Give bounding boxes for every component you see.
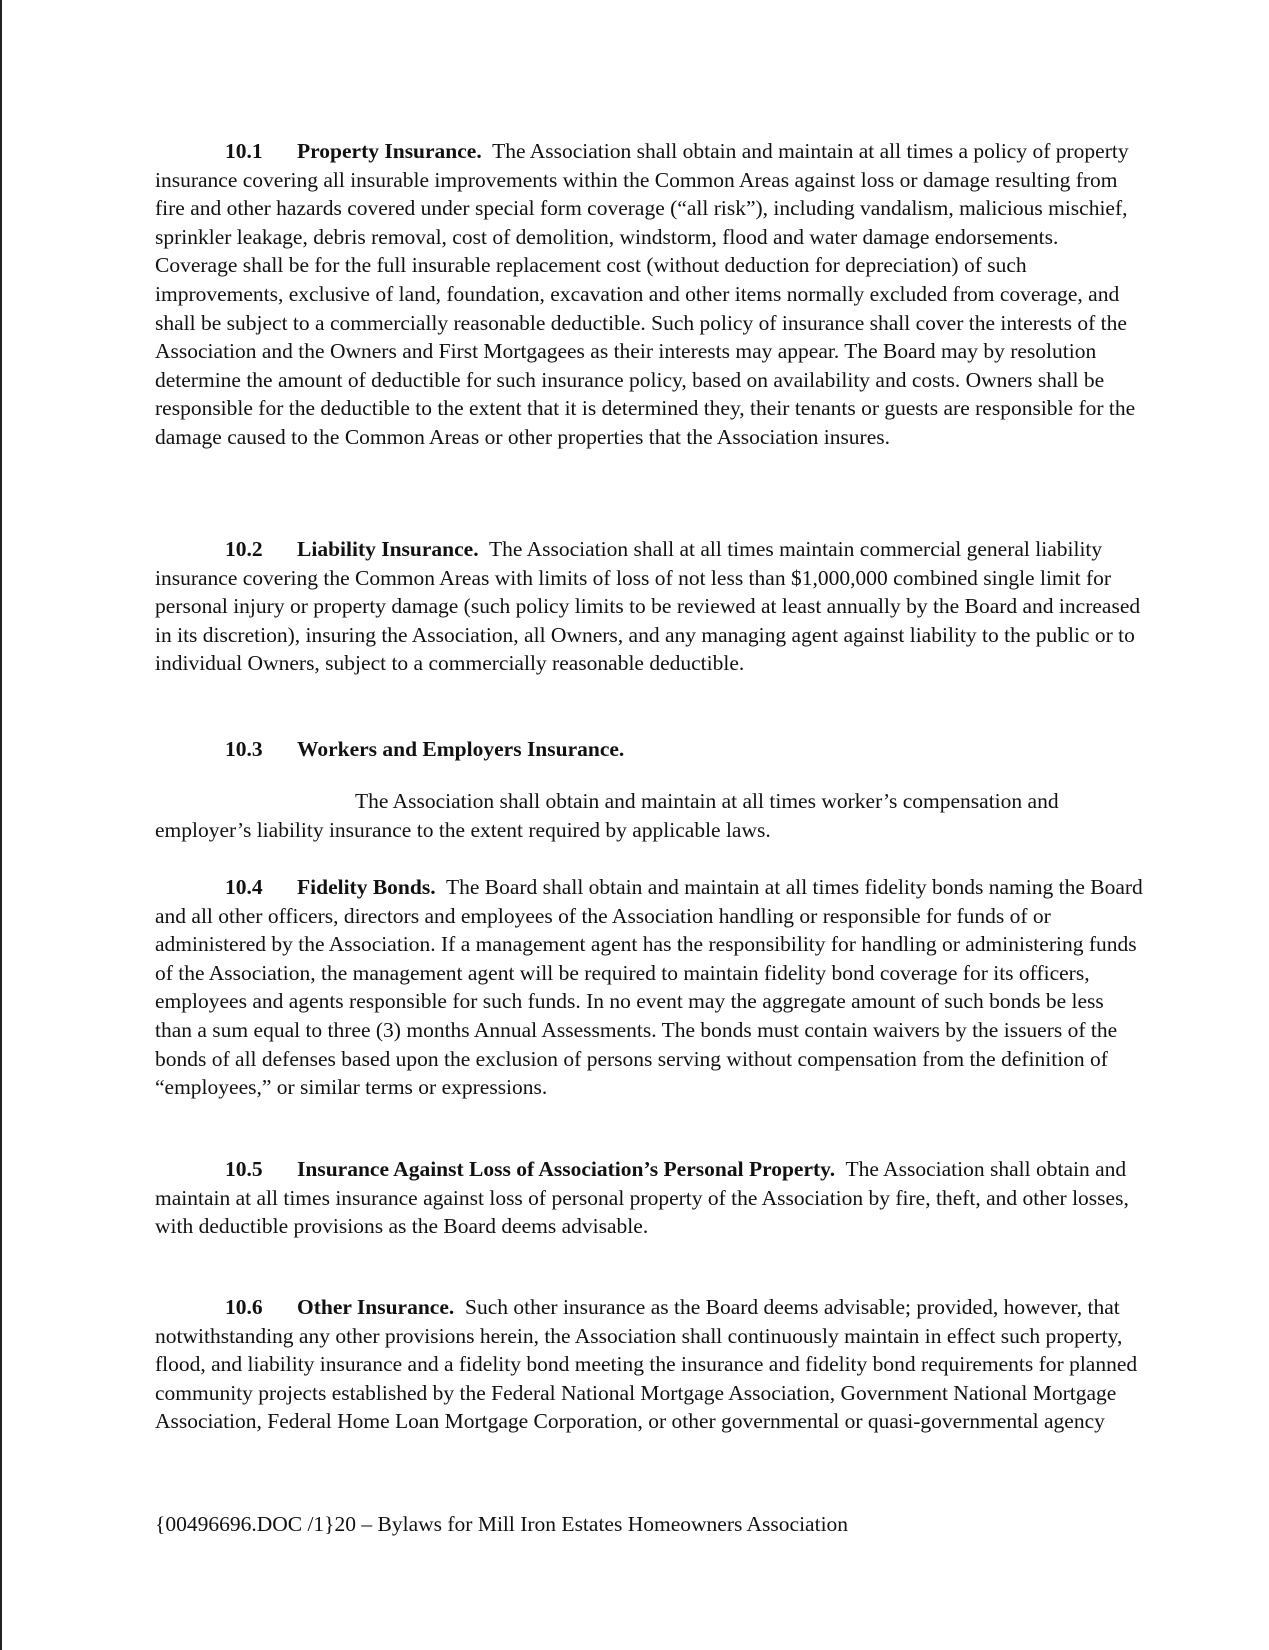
section-number: 10.6: [225, 1295, 263, 1319]
section-body: Such other insurance as the Board deems advisable; provided, however, that notwithstanding any other provisions herein, the Association shall continuously maintain in effect such property, flood, and liability insurance and a fidelity bond meeting the insurance and fidelity bond requirements for planned community projects established by the Federal National Mortgage Association, Government National Mortgage Association, Federal Home Loan Mortgage Corporation, or other governmental or quasi-governmental agency: [155, 1295, 1138, 1434]
scan-edge: [0, 0, 2, 1650]
section-body: The Association shall at all times maintain commercial general liability insurance covering the Common Areas with limits of loss of not less than $1,000,000 combined single limit for personal injury or property damage (such policy limits to be reviewed at least annually by the Board and increased in its discretion), insuring the Association, all Owners, and any managing agent against liability to the public or to individual Owners, subject to a commercially reasonable deductible.: [155, 537, 1141, 676]
section-body: The Association shall obtain and maintain at all times insurance against loss of personal property of the Association by fire, theft, and other losses, with deductible provisions as the Board deems advisable.: [155, 1157, 1129, 1239]
section-heading: Fidelity Bonds.: [297, 875, 436, 899]
section-number: 10.4: [225, 875, 263, 899]
page-footer: {00496696.DOC /1}20 – Bylaws for Mill Iron Estates Homeowners Association: [155, 1512, 849, 1536]
section-heading: Property Insurance.: [297, 139, 482, 163]
section-body: The Board shall obtain and maintain at all times fidelity bonds naming the Board and all other officers, directors and employees of the Association handling or responsible for funds of or administered by the Association. If a management agent has the responsibility for handling or administering funds of the Association, the management agent will be required to maintain fidelity bond coverage for its officers, employees and agents responsible for such funds. In no event may the aggregate amount of such bonds be less than a sum equal to three (3) months Annual Assessments. The bonds must contain waivers by the issuers of the bonds of all defenses based upon the exclusion of persons serving without compensation from the definition of “employees,” or similar terms or expressions.: [155, 875, 1143, 1100]
section-10-2: [155, 535, 1145, 678]
section-10-5: [155, 1155, 1145, 1241]
section-body: The Association shall obtain and maintain at all times a policy of property insurance covering all insurable improvements within the Common Areas against loss or damage resulting from fire and other hazards covered under special form coverage (“all risk”), including vandalism, malicious mischief, sprinkler leakage, debris removal, cost of demolition, windstorm, flood and water damage endorsements. Coverage shall be for the full insurable replacement cost (without deduction for depreciation) of such improvements, exclusive of land, foundation, excavation and other items normally excluded from coverage, and shall be subject to a commercially reasonable deductible. Such policy of insurance shall cover the interests of the Association and the Owners and First Mortgagees as their interests may appear. The Board may by resolution determine the amount of deductible for such insurance policy, based on availability and costs. Owners shall be responsible for the deductible to the extent that it is determined they, their tenants or guests are responsible for the damage caused to the Common Areas or other properties that the Association insures.: [155, 139, 1136, 449]
section-10-3-body: The Association shall obtain and maintain at all times worker’s compensation and employer’s liability insurance to the extent required by applicable laws.: [155, 789, 1059, 842]
section-10-1: [155, 137, 1145, 452]
section-heading: Insurance Against Loss of Association’s Personal Property.: [297, 1157, 836, 1181]
section-number: 10.3: [225, 737, 263, 761]
section-10-6: [155, 1293, 1145, 1436]
section-number: 10.5: [225, 1157, 263, 1181]
section-heading: Workers and Employers Insurance.: [297, 737, 625, 761]
section-10-4: [155, 873, 1145, 1102]
section-heading: Other Insurance.: [297, 1295, 455, 1319]
section-10-3-heading: [155, 735, 1145, 764]
section-heading: Liability Insurance.: [297, 537, 479, 561]
section-number: 10.2: [225, 537, 263, 561]
section-number: 10.1: [225, 139, 263, 163]
